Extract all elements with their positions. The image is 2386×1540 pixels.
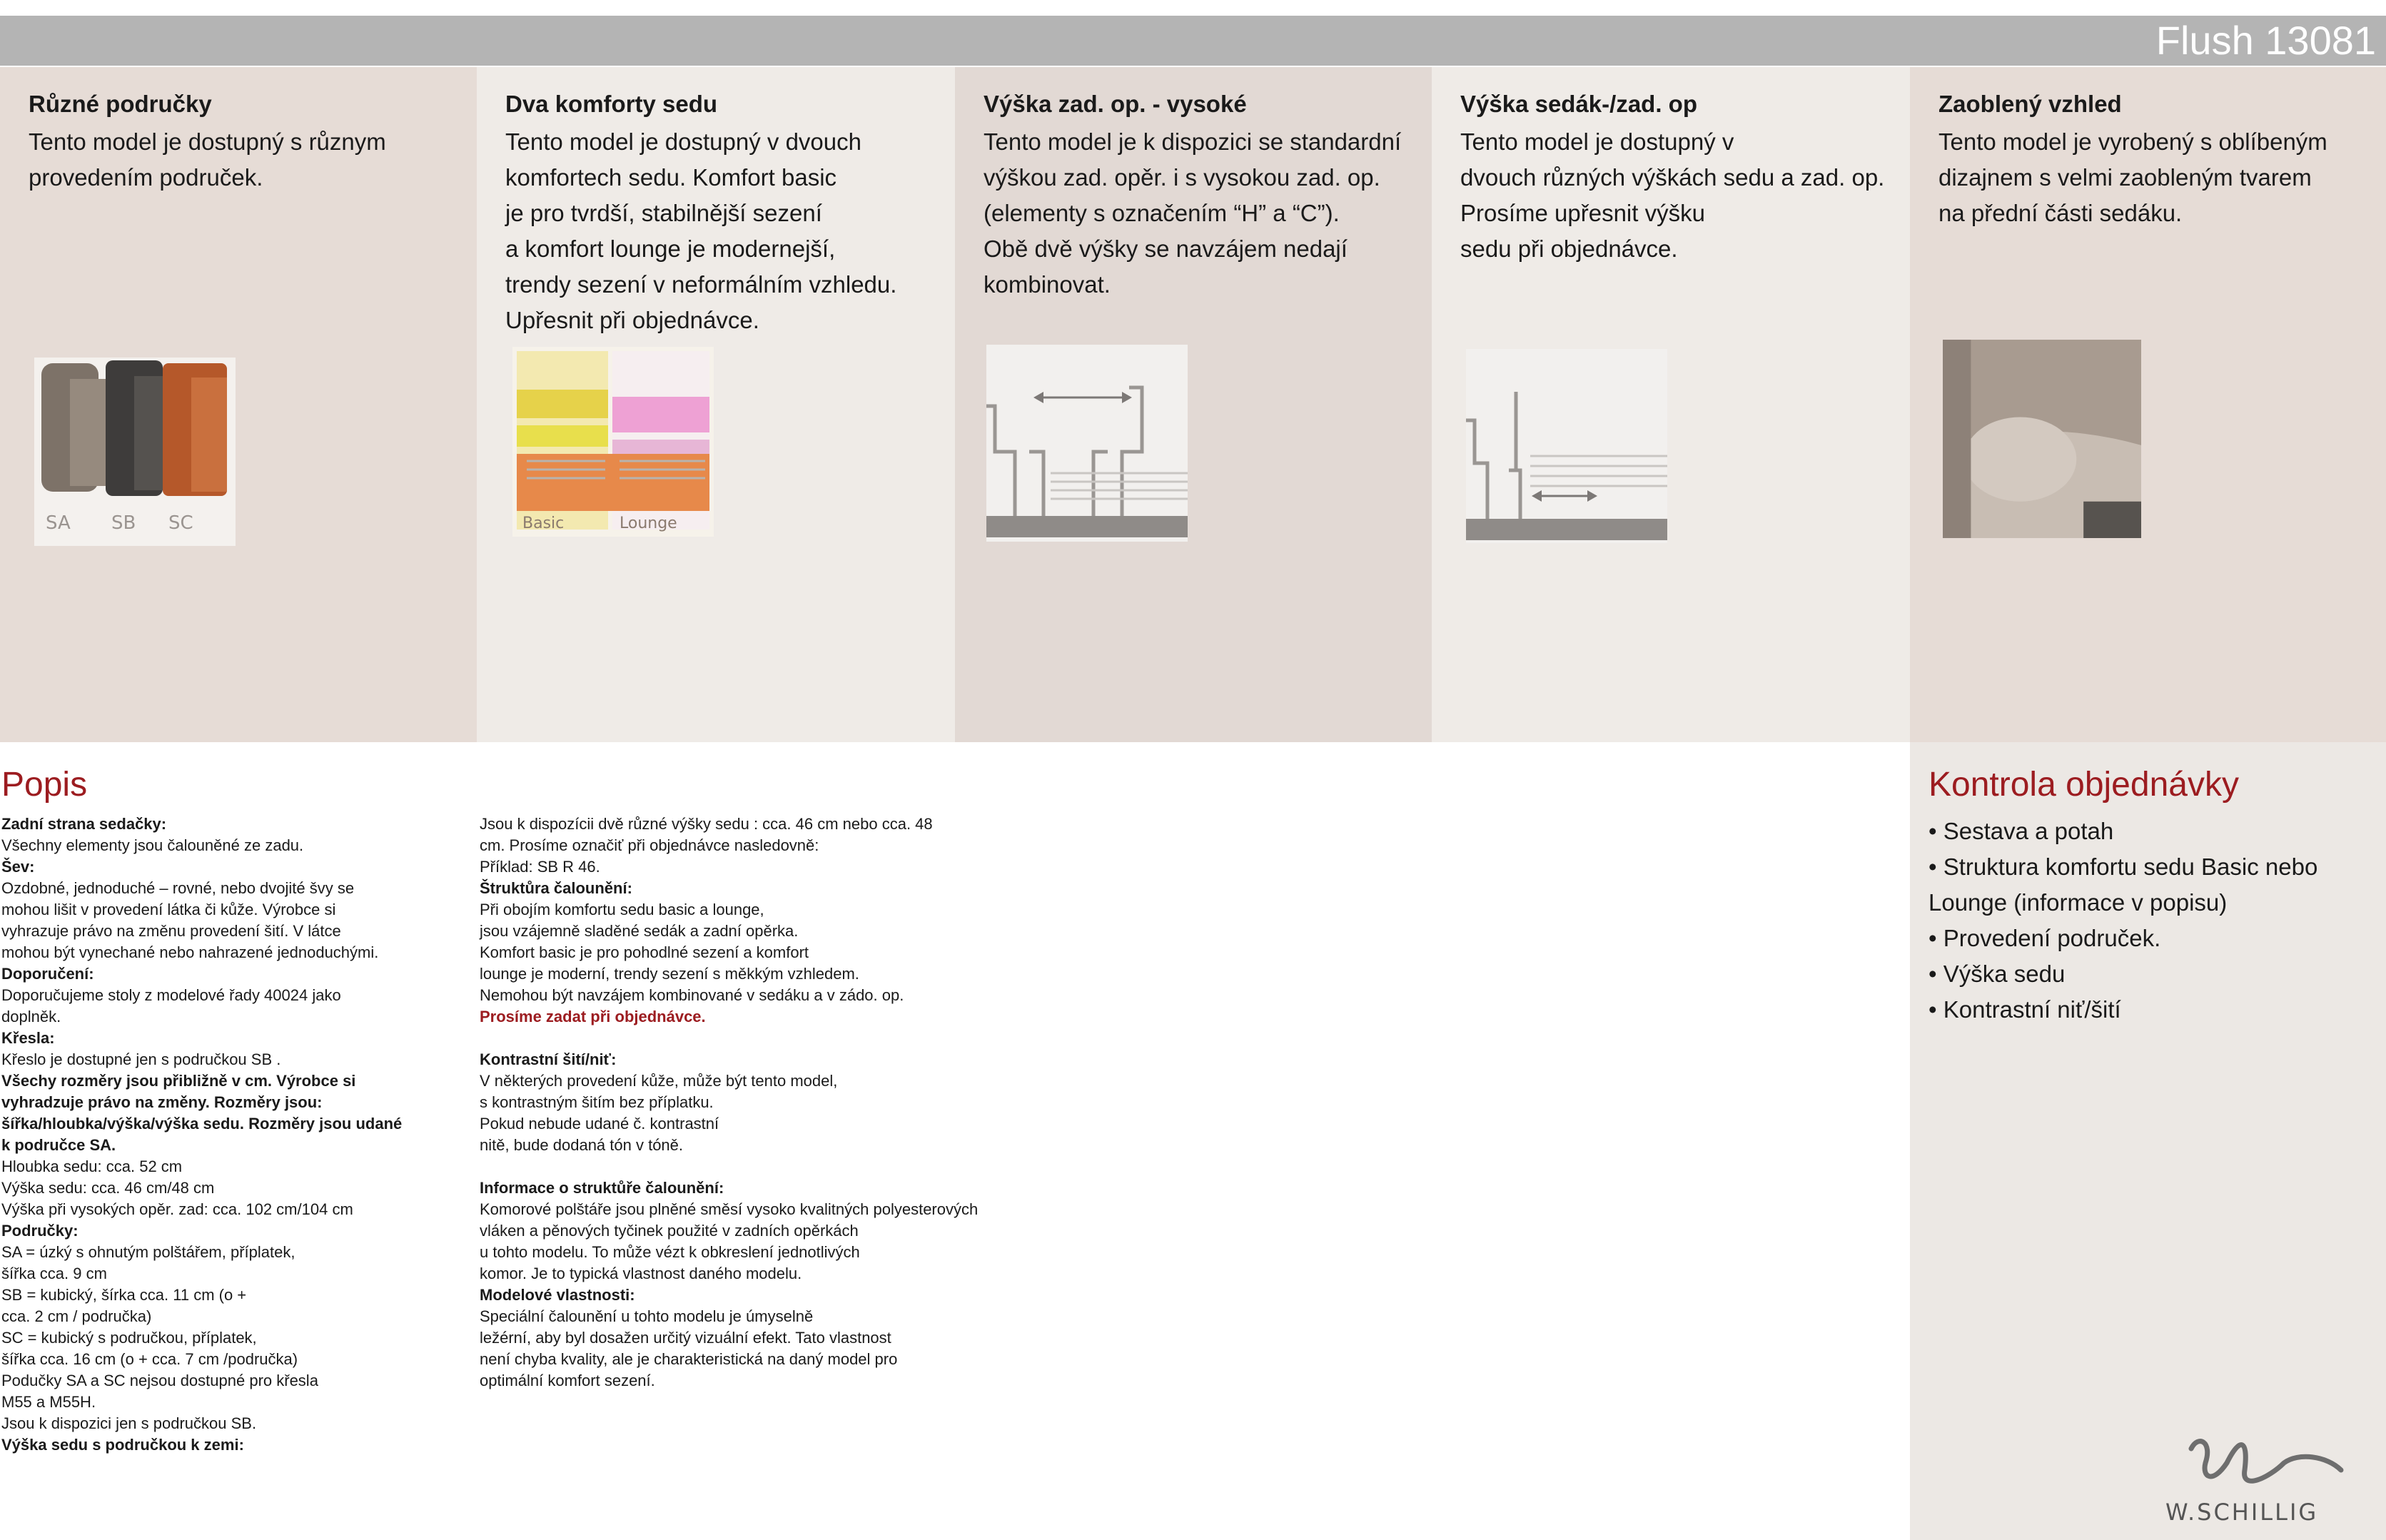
logo-wordmark: W.SCHILLIG	[2165, 1499, 2319, 1526]
back-height-diagram	[986, 344, 1188, 542]
feature-title: Zaoblený vzhled	[1938, 91, 2122, 117]
seat-height-diagram	[1466, 347, 1667, 545]
order-check-item: • Kontrastní niť/šití	[1928, 996, 2121, 1023]
popis-column-right	[480, 814, 1022, 1392]
popis-paragraph: Jsou k dispozícii dvě různé výšky sedu : cca. 46 cm nebo cca. 48 cm. Prosíme označiť při objednávce nasledovně: Příklad: SB R 46.	[480, 815, 933, 876]
feature-title: Výška zad. op. - vysoké	[984, 91, 1247, 117]
armrest-variants-image	[34, 353, 236, 551]
popis-paragraph: SA = úzký s ohnutým polštářem, příplatek, šířka cca. 9 cm	[1, 1243, 295, 1282]
popis-paragraph: Výška sedu s područkou k zemi:	[1, 1436, 244, 1454]
feature-text: Tento model je dostupný s různym provedením područek.	[29, 128, 386, 191]
feature-text: Tento model je k dispozici se standardní výškou zad. opěr. i s vysokou zad. op. (elementy s označením “H” a “C”). Obě dvě výšky se navzájem nedají kombinovat.	[984, 128, 1402, 298]
armrest-label-sc: SC	[168, 512, 193, 534]
popis-paragraph: Prosíme zadat při objednávce.	[480, 1008, 706, 1025]
popis-paragraph: Výška sedu: cca. 46 cm/48 cm	[1, 1179, 215, 1197]
popis-paragraph: SC = kubický s područkou, příplatek, šířka cca. 16 cm (o + cca. 7 cm /područka)	[1, 1329, 298, 1368]
order-check-item: • Struktura komfortu sedu Basic nebo Lounge (informace v popisu)	[1928, 853, 2318, 916]
feature-text: Tento model je dostupný v dvouch komfortech sedu. Komfort basic je pro tvrdší, stabilnější sezení a komfort lounge je modernejší, trendy sezení v neformálním vzhledu. Upřesnit při objednávce.	[505, 128, 897, 333]
w-schillig-logo	[2163, 1420, 2370, 1527]
popis-paragraph: Jsou k dispozici jen s područkou SB.	[1, 1414, 257, 1432]
popis-paragraph: Štruktůra čalounění:	[480, 879, 632, 897]
feature-title: Výška sedák-/zad. op	[1460, 91, 1697, 117]
popis-paragraph: V některých provedení kůže, může být tento model, s kontrastným šitím bez příplatku. Pokud nebude udané č. kontrastní nitě, bude dodaná tón v tóně.	[480, 1072, 838, 1154]
popis-paragraph: Područky:	[1, 1222, 79, 1240]
popis-paragraph: Při obojím komfortu sedu basic a lounge, jsou vzájemně sladěné sedák a zadní opěrka. Komfort basic je pro pohodlné sezení a komfort lounge je moderní, trendy sezení s měkkým vzhledem. Nemohou být navzájem kombinované v sedáku a v zádo. op.	[480, 901, 904, 1004]
seat-comfort-image	[512, 343, 714, 541]
feature-text: Tento model je vyrobený s oblíbeným dizajnem s velmi zaobleným tvarem na přední části sedáku.	[1938, 128, 2327, 226]
order-check-item: • Provedení područek.	[1928, 925, 2161, 951]
popis-paragraph: Ozdobné, jednoduché – rovné, nebo dvojité švy se mohou lišit v provedení látka či kůže. Výrobce si vyhrazuje právo na změnu provedení šití. V látce mohou být vynechané nebo nahrazené jednoduchými.	[1, 879, 379, 961]
order-check-list	[1928, 814, 2357, 1028]
popis-paragraph: Křesla:	[1, 1029, 55, 1047]
comfort-label-basic: Basic	[522, 515, 565, 532]
comfort-label-lounge: Lounge	[620, 515, 677, 532]
popis-column-left	[1, 814, 458, 1456]
order-check-title: Kontrola objednávky	[1928, 766, 2239, 804]
popis-paragraph: Výška při vysokých opěr. zad: cca. 102 cm/104 cm	[1, 1200, 353, 1218]
popis-paragraph: Komorové polštáře jsou plněné směsí vysoko kvalitných polyesterových vláken a pěnových tyčinek použité v zadních opěrkách u tohto modelu. To může vézt k obkreslení jednotlivých komor. Je to typická vlastnost daného modelu.	[480, 1200, 979, 1282]
popis-paragraph: SB = kubický, šírka cca. 11 cm (o + cca. 2 cm / područka)	[1, 1286, 247, 1325]
popis-paragraph: Doporučujeme stoly z modelové řady 40024 jako doplněk.	[1, 986, 341, 1025]
popis-paragraph: Šev:	[1, 858, 35, 876]
popis-paragraph: Speciální čalounění u tohto modelu je úmyselně ležérní, aby byl dosažen určitý vizuální efekt. Tato vlastnost není chyba kvality, ale je charakteristická na daný model pro optimální komfort sezení.	[480, 1307, 898, 1389]
popis-paragraph: Všechny elementy jsou čalouněné ze zadu.	[1, 836, 304, 854]
order-check-item: • Výška sedu	[1928, 961, 2066, 987]
armrest-label-sb: SB	[111, 512, 136, 534]
popis-paragraph: Informace o struktůře čalounění:	[480, 1179, 724, 1197]
armrest-label-sa: SA	[46, 512, 71, 534]
feature-text: Tento model je dostupný v dvouch různých výškách sedu a zad. op. Prosíme upřesnit výšku sedu při objednávce.	[1460, 128, 1885, 262]
header-bar	[0, 16, 2386, 66]
popis-paragraph: Zadní strana sedačky:	[1, 815, 167, 833]
popis-paragraph: Křeslo je dostupné jen s područkou SB .	[1, 1050, 281, 1068]
popis-paragraph: Podučky SA a SC nejsou dostupné pro křesla M55 a M55H.	[1, 1372, 318, 1411]
feature-title: Dva komforty sedu	[505, 91, 718, 117]
rounded-seat-image	[1941, 340, 2143, 538]
popis-paragraph: Všechy rozměry jsou přibližně v cm. Výrobce si vyhradzuje právo na změny. Rozměry jsou: šířka/hloubka/výška/výška sedu. Rozměry jsou udané k područce SA.	[1, 1072, 403, 1154]
order-check-item: • Sestava a potah	[1928, 818, 2114, 844]
popis-title: Popis	[1, 766, 88, 804]
feature-title: Různé područky	[29, 91, 212, 117]
popis-paragraph: Modelové vlastnosti:	[480, 1286, 635, 1304]
popis-paragraph: Doporučení:	[1, 965, 94, 983]
model-title: Flush 13081	[2155, 18, 2376, 63]
popis-paragraph: Hloubka sedu: cca. 52 cm	[1, 1157, 183, 1175]
popis-paragraph: Kontrastní šití/niť:	[480, 1050, 617, 1068]
